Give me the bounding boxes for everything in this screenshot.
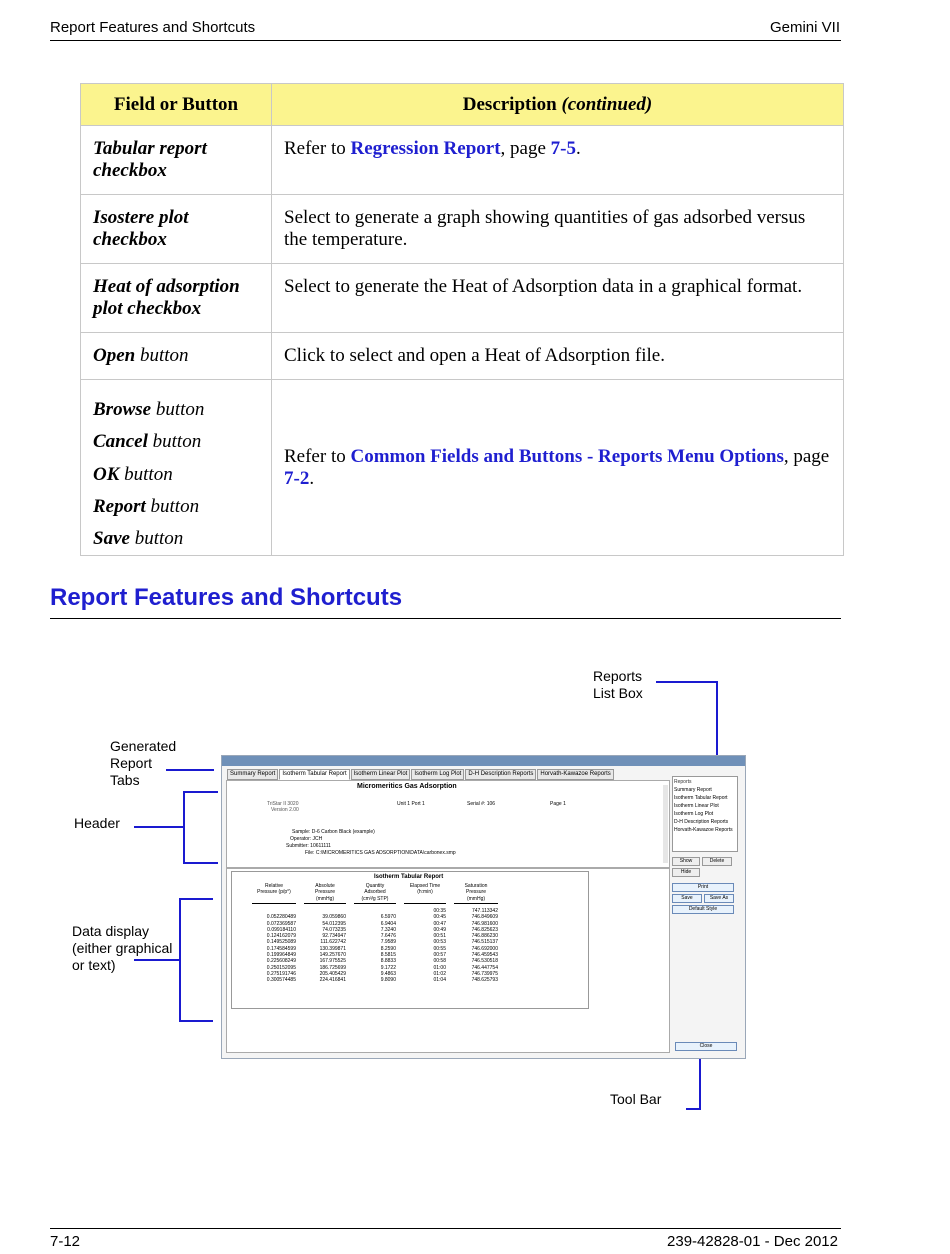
operator-line: Operator: JCH — [290, 836, 323, 842]
reports-list-label: Reports — [674, 779, 692, 785]
field-cell: Tabular report checkbox — [81, 126, 272, 195]
common-fields-link[interactable]: Common Fields and Buttons - Reports Menu Options — [350, 445, 784, 467]
leader-line — [686, 1108, 701, 1110]
reports-list — [674, 786, 736, 834]
description-cell: Select to generate the Heat of Adsorption data in a graphical format. — [272, 264, 844, 333]
table-cell: 00:45 — [433, 914, 446, 921]
running-header-title: Report Features and Shortcuts — [50, 19, 256, 36]
leader-line — [716, 681, 718, 759]
table-cell: 746.849609 — [471, 914, 498, 921]
table-cell: 111.622742 — [320, 939, 346, 946]
window-title-bar — [222, 756, 745, 766]
column-header: Elapsed Time (h:min) — [404, 883, 446, 904]
reports-list-item[interactable]: D-H Description Reports — [674, 819, 729, 825]
table-cell: 746.739975 — [471, 970, 498, 977]
leader-line — [166, 769, 214, 771]
table-cell: 0.149525089 — [266, 939, 296, 946]
table-cell: 74.073235 — [322, 926, 346, 933]
field-cell: Isostere plot checkbox — [81, 195, 272, 264]
sample-line: Sample: D-6 Carbon Black (example) — [292, 829, 375, 835]
column-header: Saturation Pressure (mmHg) — [454, 883, 498, 904]
bracket-line — [183, 862, 218, 864]
table-cell: 00:35 — [433, 908, 446, 914]
callout-report-tabs: Generated Report Tabs — [110, 738, 177, 788]
column-header: Quantity Adsorbed (cm³/g STP) — [354, 883, 396, 904]
submitter-line: Submitter: 10611111 — [286, 843, 331, 849]
reports-list-item[interactable]: Isotherm Log Plot — [674, 811, 714, 817]
tab-isotherm-log-plot[interactable]: Isotherm Log Plot — [411, 769, 464, 780]
table-cell: 0.124162079 — [266, 933, 296, 940]
report-tabs — [227, 769, 615, 780]
field-cell: Heat of adsorption plot checkbox — [81, 264, 272, 333]
field-cell — [81, 380, 272, 556]
column-header: Absolute Pressure (mmHg) — [304, 883, 346, 904]
table-cell: 746.981600 — [471, 920, 498, 927]
instrument-name: TriStar II 3020 — [267, 801, 299, 807]
data-column — [454, 883, 498, 984]
table-cell: 746.530518 — [471, 958, 498, 965]
table-cell: 39.059860 — [322, 914, 346, 921]
reports-list-item[interactable]: Summary Report — [674, 787, 712, 793]
tab-isotherm-linear-plot[interactable]: Isotherm Linear Plot — [351, 769, 411, 780]
table-cell: 0.275191746 — [266, 970, 296, 977]
table-row — [81, 126, 844, 195]
table-cell: 00:57 — [433, 952, 446, 959]
table-cell: 0.174584599 — [266, 945, 296, 952]
table-cell: 00:51 — [433, 933, 446, 940]
table-row — [81, 380, 844, 556]
table-cell: 7.3240 — [380, 926, 396, 933]
table-cell: 6.9404 — [380, 920, 396, 927]
report-title: Micromeritics Gas Adsorption — [357, 783, 457, 790]
table-cell: 0.300574485 — [266, 977, 296, 984]
bracket-line — [179, 1020, 213, 1022]
table-cell: 00:49 — [433, 926, 446, 933]
leader-line — [656, 681, 717, 683]
page-link[interactable]: 7-2 — [284, 467, 310, 489]
description-column-header: Description (continued) — [272, 84, 844, 126]
default-style-button[interactable]: Default Style — [672, 905, 734, 914]
report-header-pane — [226, 780, 670, 868]
serial-number: Serial #: 106 — [467, 801, 496, 807]
table-cell: 747.113342 — [471, 908, 498, 914]
table-cell: 8.5815 — [380, 952, 396, 959]
table-cell: 746.447754 — [471, 964, 498, 971]
bracket-line — [179, 898, 213, 900]
page-link[interactable]: 7-5 — [550, 138, 576, 159]
table-cell: 8.2590 — [380, 945, 396, 952]
ok-button-label: OK button — [93, 463, 173, 485]
report-window-screenshot — [221, 755, 746, 1059]
table-cell: 7.6476 — [380, 933, 396, 940]
running-header-product: Gemini VII — [769, 19, 840, 36]
reports-list-item[interactable]: Horvath-Kawazoe Reports — [674, 827, 733, 833]
table-cell: 00:47 — [433, 920, 446, 927]
tab-dh-description-reports[interactable]: D-H Description Reports — [465, 769, 536, 780]
data-column — [404, 883, 446, 984]
cancel-button-label: Cancel button — [93, 431, 202, 453]
column-header: Relative Pressure (p/p°) — [252, 883, 296, 904]
table-cell: 7.9589 — [380, 939, 396, 946]
instrument-version: Version 2.00 — [271, 807, 299, 813]
footer-rule — [50, 1228, 841, 1229]
bracket-line — [179, 898, 181, 1021]
table-row — [81, 195, 844, 264]
table-cell: 746.459543 — [471, 952, 498, 959]
leader-line — [134, 959, 180, 961]
table-cell: 00:55 — [433, 945, 446, 952]
description-cell: Click to select and open a Heat of Adsorption file. — [272, 333, 844, 380]
tab-summary-report[interactable]: Summary Report — [227, 769, 278, 780]
callout-data-display: Data display (either graphical or text) — [72, 923, 173, 973]
table-cell: 92.734947 — [322, 933, 346, 940]
scrollbar[interactable] — [663, 785, 668, 863]
section-title: Report Features and Shortcuts — [50, 584, 403, 611]
hide-button[interactable]: Hide — [672, 868, 700, 877]
data-table-title: Isotherm Tabular Report — [374, 874, 444, 880]
data-column — [252, 883, 296, 984]
save-button-label: Save button — [93, 528, 184, 550]
description-cell: Select to generate a graph showing quantities of gas adsorbed versus the temperature. — [272, 195, 844, 264]
table-cell: 9.8090 — [380, 977, 396, 984]
callout-tool-bar: Tool Bar — [610, 1091, 662, 1107]
table-cell: 0.052280489 — [266, 914, 296, 921]
file-line: File: C:\MICROMERITICS GAS ADSORPTION\DATA\carbonex.smp — [305, 850, 456, 856]
print-button[interactable]: Print — [672, 883, 734, 892]
table-cell: 6.5970 — [380, 914, 396, 921]
callout-reports-list: Reports List Box — [593, 668, 643, 701]
table-cell: 167.975525 — [319, 958, 346, 965]
bracket-line — [183, 791, 185, 863]
show-button[interactable]: Show — [672, 857, 700, 866]
data-display-pane — [226, 868, 670, 1053]
description-cell: Refer to Regression Report, page 7-5. — [272, 126, 844, 195]
table-cell: 746.515137 — [471, 939, 498, 946]
header-rule — [50, 40, 841, 41]
reports-list-item[interactable]: Isotherm Tabular Report — [674, 795, 728, 801]
table-cell: 0.225608249 — [266, 958, 296, 965]
field-cell: Open button — [81, 333, 272, 380]
table-cell: 01:04 — [433, 977, 446, 984]
reports-sidebar — [672, 776, 738, 914]
table-cell: 186.725699 — [319, 964, 346, 971]
table-cell: 8.8833 — [380, 958, 396, 965]
table-row — [81, 333, 844, 380]
table-cell: 0.250152095 — [266, 964, 296, 971]
table-header-row — [81, 84, 844, 126]
data-column — [354, 883, 396, 984]
regression-report-link[interactable]: Regression Report — [350, 138, 501, 159]
page-number: Page 1 — [550, 801, 566, 807]
table-cell: 130.399871 — [319, 945, 346, 952]
table-cell: 746.692000 — [471, 945, 498, 952]
table-cell: 0.072369587 — [266, 920, 296, 927]
description-cell: Refer to Common Fields and Buttons - Reports Menu Options, page 7-2. — [272, 380, 844, 556]
table-cell: 9.1722 — [380, 964, 396, 971]
delete-button[interactable]: Delete — [702, 857, 732, 866]
reports-list-box[interactable] — [672, 776, 738, 852]
table-cell: 01:00 — [433, 964, 446, 971]
close-button[interactable]: Close — [675, 1042, 737, 1051]
callout-header: Header — [74, 815, 120, 831]
save-button[interactable]: Save — [672, 894, 702, 903]
leader-line — [134, 826, 184, 828]
tab-horvath-kawazoe-reports[interactable]: Horvath-Kawazoe Reports — [537, 769, 613, 780]
tab-isotherm-tabular-report[interactable]: Isotherm Tabular Report — [279, 769, 349, 780]
page-number-footer: 7-12 — [50, 1233, 81, 1250]
save-as-button[interactable]: Save As — [704, 894, 734, 903]
table-row — [81, 264, 844, 333]
table-cell: 746.825623 — [471, 926, 498, 933]
data-column — [304, 883, 346, 984]
table-cell: 9.4863 — [380, 970, 396, 977]
table-cell: 00:58 — [433, 958, 446, 965]
table-cell: 01:02 — [433, 970, 446, 977]
field-column-header: Field or Button — [81, 84, 272, 126]
table-cell: 0.099184110 — [267, 926, 296, 933]
field-description-table — [80, 83, 844, 556]
table-cell: 54.012395 — [322, 920, 346, 927]
document-number: 239-42828-01 - Dec 2012 — [667, 1233, 838, 1250]
table-cell: 748.625793 — [471, 977, 498, 984]
report-button-label: Report button — [93, 495, 200, 517]
browse-button-label: Browse button — [93, 399, 205, 420]
data-table-frame — [231, 871, 589, 1009]
reports-list-item[interactable]: Isotherm Linear Plot — [674, 803, 719, 809]
table-cell: 149.257670 — [319, 952, 346, 959]
table-cell: 205.405429 — [319, 970, 346, 977]
table-cell: 746.886230 — [471, 933, 498, 940]
table-cell: 224.416841 — [319, 977, 346, 984]
table-cell: 0.199964849 — [266, 952, 296, 959]
data-table — [252, 883, 506, 984]
section-rule — [50, 618, 841, 619]
table-cell: 00:53 — [433, 939, 446, 946]
bracket-line — [183, 791, 218, 793]
unit-port: Unit 1 Port 1 — [397, 801, 425, 807]
